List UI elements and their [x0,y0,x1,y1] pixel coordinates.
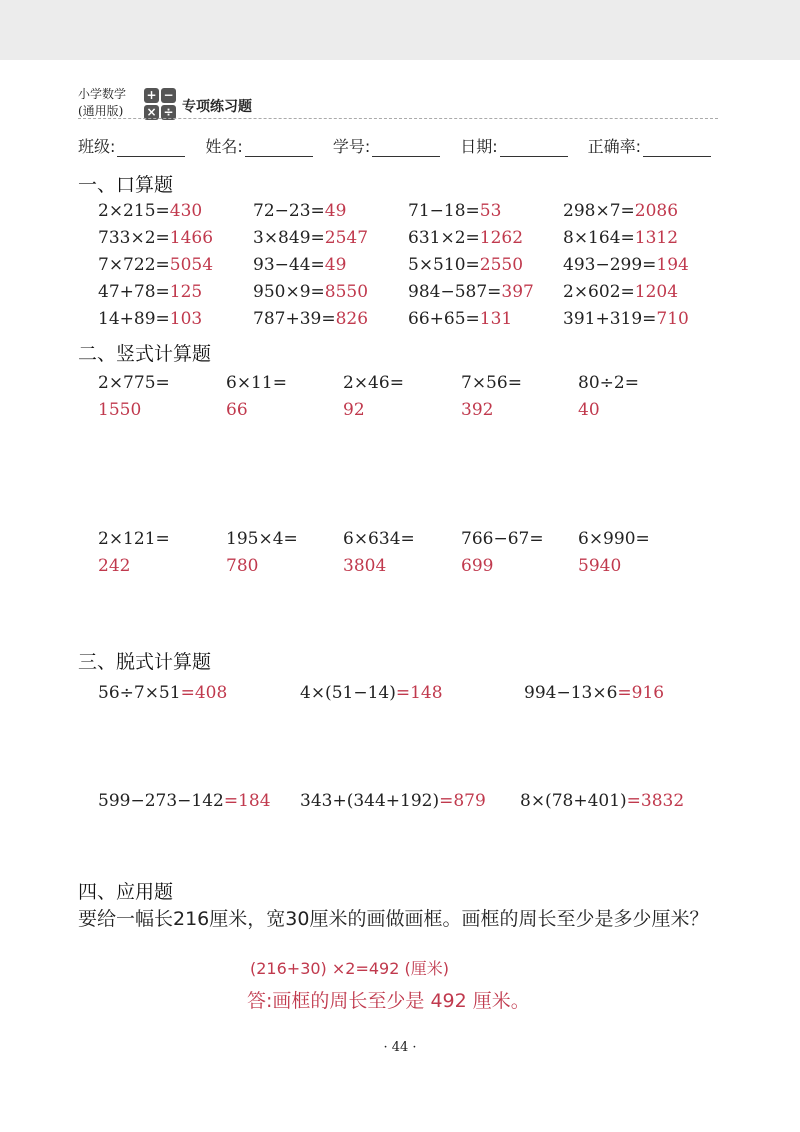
problem-cell: 66+65=131 [408,309,513,329]
top-shade [0,0,800,60]
word-problem-calculation: (216+30) ×2=492 (厘米) [250,959,449,978]
problem-cell: 71−18=53 [408,201,502,221]
word-problem-text: 要给一幅长216厘米，宽30厘米的画做画框。画框的周长至少是多少厘米？ [78,908,709,930]
accuracy-field: 正确率: [588,134,711,157]
series-line-2: (通用版) [78,104,124,118]
section-1-title: 一、口算题 [78,174,174,196]
series-label [78,86,148,120]
times-icon: × [144,105,159,120]
student-info-row [78,134,711,157]
problem-cell: 8×164=1312 [563,228,679,248]
problem-cell: 14+89=103 [98,309,203,329]
mental-row [98,279,738,306]
class-field: 班级: [78,134,185,157]
word-problem-answer: 答:画框的周长至少是 492 厘米。 [247,990,530,1012]
minus-icon: − [161,88,176,103]
mental-math-grid [98,198,738,333]
vertical-problem: 195×4= 780 [226,529,298,576]
problem-cell: 2×602=1204 [563,282,679,302]
vertical-problem: 80÷2= 40 [578,373,639,420]
stepwise-problem: 343+(344+192)=879 [300,791,486,811]
problem-cell: 93−44=49 [253,255,347,275]
student-id-field: 学号: [333,134,440,157]
stepwise-problem: 599−273−142=184 [98,791,271,811]
mental-row [98,306,738,333]
problem-cell: 5×510=2550 [408,255,524,275]
section-3-title: 三、脱式计算题 [78,651,212,673]
operators-logo [144,88,176,120]
vertical-problem: 6×11= 66 [226,373,287,420]
problem-cell: 72−23=49 [253,201,347,221]
date-field: 日期: [460,134,567,157]
stepwise-problem: 994−13×6=916 [524,683,665,703]
vertical-problem: 6×634= 3804 [343,529,415,576]
problem-cell: 950×9=8550 [253,282,369,302]
mental-row [98,225,738,252]
header-divider [78,118,718,119]
name-blank[interactable] [245,138,313,157]
problem-cell: 7×722=5054 [98,255,214,275]
problem-cell: 493−299=194 [563,255,689,275]
problem-cell: 733×2=1466 [98,228,214,248]
problem-cell: 984−587=397 [408,282,534,302]
vertical-problem: 2×121= 242 [98,529,170,576]
topic-title: 专项练习题 [182,99,252,115]
name-field: 姓名: [205,134,312,157]
stepwise-problem: 8×(78+401)=3832 [520,791,685,811]
mental-row [98,198,738,225]
date-blank[interactable] [500,138,568,157]
vertical-problem: 2×775= 1550 [98,373,170,420]
problem-cell: 787+39=826 [253,309,369,329]
accuracy-blank[interactable] [643,138,711,157]
problem-cell: 631×2=1262 [408,228,524,248]
problem-cell: 2×215=430 [98,201,203,221]
problem-cell: 298×7=2086 [563,201,679,221]
stepwise-row-1 [98,680,738,707]
vertical-problem: 6×990= 5940 [578,529,650,576]
plus-icon: + [144,88,159,103]
section-2-title: 二、竖式计算题 [78,343,212,365]
problem-cell: 47+78=125 [98,282,203,302]
problem-cell: 3×849=2547 [253,228,369,248]
vertical-problem: 766−67= 699 [461,529,544,576]
stepwise-problem: 4×(51−14)=148 [300,683,443,703]
class-blank[interactable] [117,138,185,157]
page-number: · 44 · [383,1040,417,1055]
student-id-blank[interactable] [372,138,440,157]
series-line-1: 小学数学 [78,87,127,101]
stepwise-problem: 56÷7×51=408 [98,683,228,703]
section-4-title: 四、应用题 [78,881,174,903]
vertical-problem: 2×46= 92 [343,373,404,420]
mental-row [98,252,738,279]
vertical-problem: 7×56= 392 [461,373,522,420]
problem-cell: 391+319=710 [563,309,689,329]
divide-icon: ÷ [161,105,176,120]
stepwise-row-2 [98,788,738,815]
